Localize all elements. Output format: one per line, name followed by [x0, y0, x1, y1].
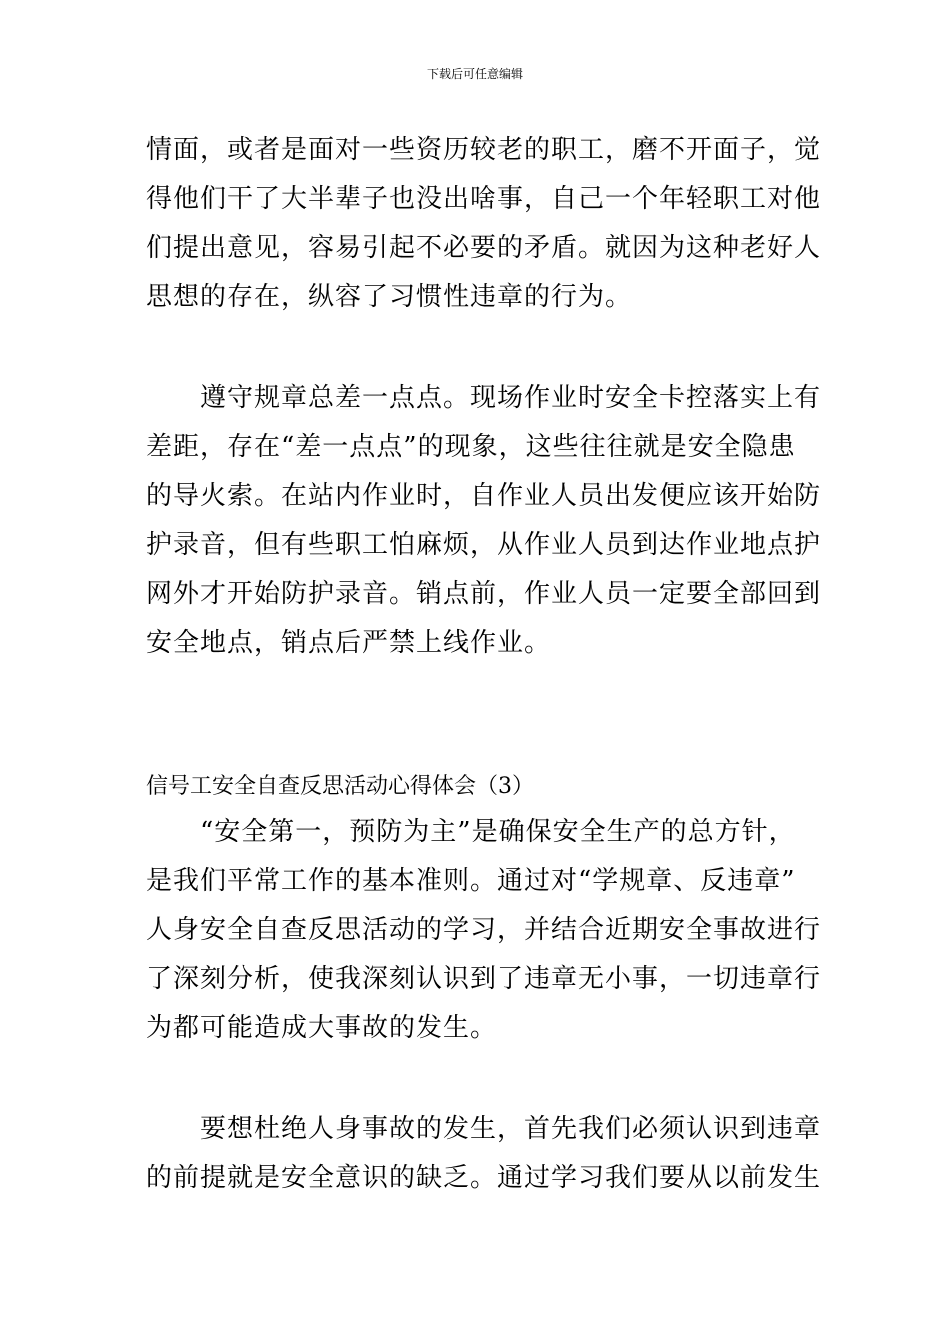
text-line: 人身安全自查反思活动的学习，并结合近期安全事故进行 [146, 915, 822, 945]
text-line: 得他们干了大半辈子也没出啥事，自己一个年轻职工对他 [146, 184, 822, 214]
section-heading: 信号工安全自查反思活动心得体会（3） [146, 774, 534, 799]
text-line: 安全地点，销点后严禁上线作业。 [146, 628, 552, 658]
text-line: 的导火索。在站内作业时，自作业人员出发便应该开始防 [146, 481, 822, 511]
text-line: 要想杜绝人身事故的发生，首先我们必须认识到违章 [146, 1114, 822, 1144]
text-line: 遵守规章总差一点点。现场作业时安全卡控落实上有 [146, 383, 822, 413]
text-line: “安全第一，预防为主”是确保安全生产的总方针， [146, 817, 796, 847]
text-line: 们提出意见，容易引起不必要的矛盾。就因为这种老好人 [146, 233, 822, 263]
text-line: 情面，或者是面对一些资历较老的职工，磨不开面子，觉 [146, 135, 822, 165]
text-line: 了深刻分析，使我深刻认识到了违章无小事，一切违章行 [146, 964, 822, 994]
text-line: 差距，存在“差一点点”的现象，这些往往就是安全隐患 [146, 432, 796, 462]
text-line: 是我们平常工作的基本准则。通过对“学规章、反违章” [146, 866, 796, 896]
text-line: 网外才开始防护录音。销点前，作业人员一定要全部回到 [146, 579, 822, 609]
text-line: 为都可能造成大事故的发生。 [146, 1013, 498, 1043]
text-line: 护录音，但有些职工怕麻烦，从作业人员到达作业地点护 [146, 530, 822, 560]
text-line: 思想的存在，纵容了习惯性违章的行为。 [146, 282, 633, 312]
page-header-note: 下载后可任意编辑 [426, 67, 523, 81]
text-line: 的前提就是安全意识的缺乏。通过学习我们要从以前发生 [146, 1163, 822, 1193]
